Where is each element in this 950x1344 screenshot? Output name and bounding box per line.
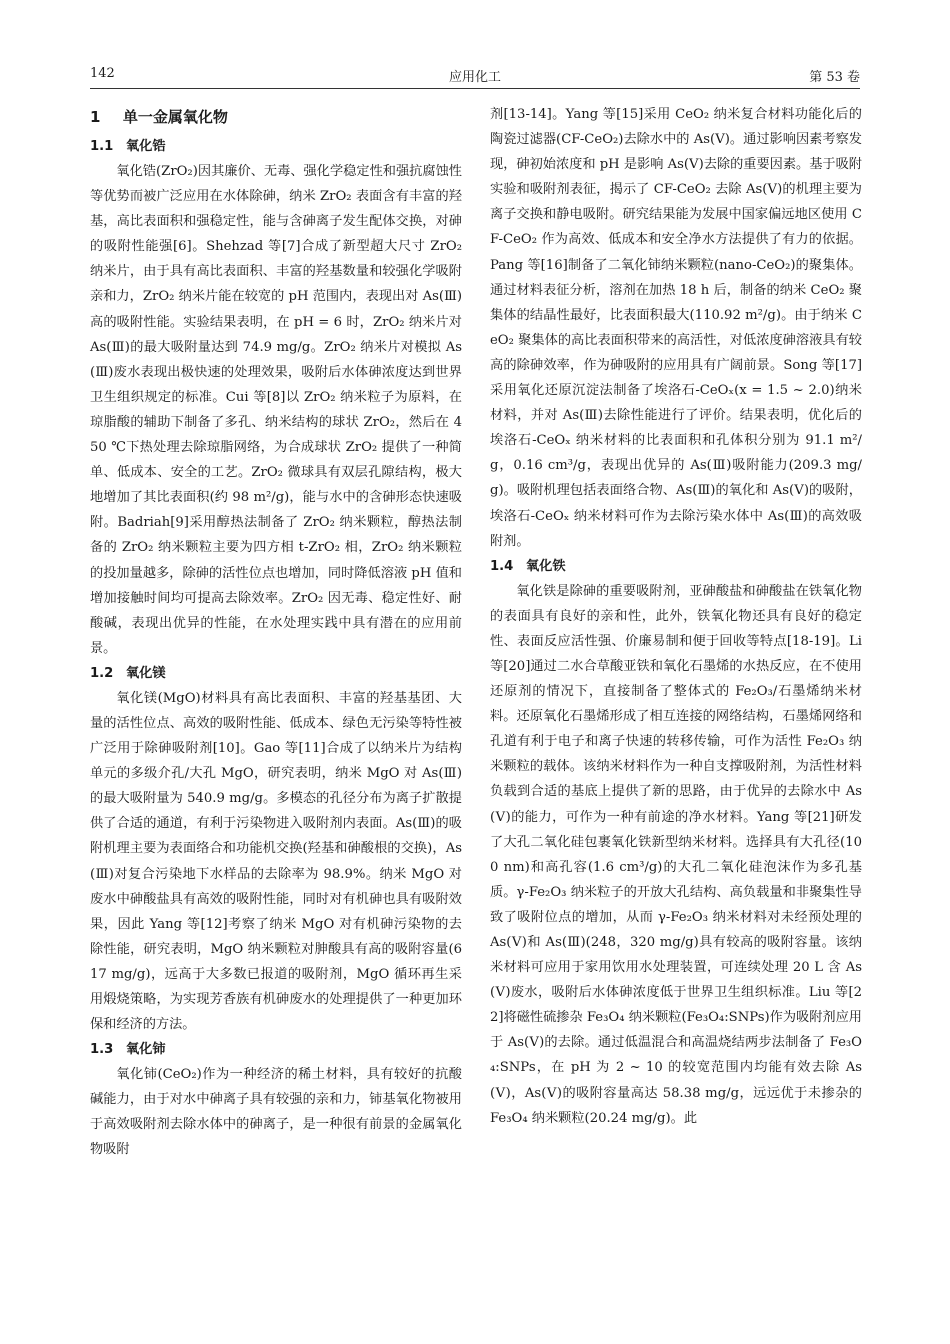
volume-label: 第 53 卷	[809, 70, 860, 85]
subsection-title: 氧化铁	[526, 558, 566, 574]
subsection-title: 氧化镁	[126, 665, 166, 681]
subsection-heading-ceo2	[90, 1037, 462, 1062]
left-column	[90, 102, 462, 1163]
paragraph-iron-oxide: 氧化铁是除砷的重要吸附剂，亚砷酸盐和砷酸盐在铁氧化物的表面具有良好的亲和性，此外，铁氧化物还具有良好的稳定性、表面反应活性强、价廉易制和便于回收等特点[18-19]。Li 等[20]通过二水合草酸亚铁和氧化石墨烯的水热反应，在不使用还原剂的情况下，直接制备了整体式的 Fe₂O₃/石墨烯纳米材料。还原氧化石墨烯形成了相互连接的网络结构，石墨烯网络和孔道有利于电子和离子快速的转移传输，可作为活性 Fe₂O₃ 纳米颗粒的载体。该纳米材料作为一种自支撑吸附剂，为活性材料负载到合适的基底上提供了新的思路，由于优异的去除水中 As(Ⅴ)的能力，可作为一种有前途的净水材料。Yang 等[21]研发了大孔二氧化硅包裹氧化铁新型纳米材料。选择具有大孔径(100 nm)和高孔容(1.6 cm³/g)的大孔二氧化硅泡沫作为多孔基质。γ-Fe₂O₃ 纳米粒子的开放大孔结构、高负载量和非聚集性导致了吸附位点的增加，从而 γ-Fe₂O₃ 纳米材料对未经预处理的 As(Ⅴ)和 As(Ⅲ)(248，320 mg/g)具有较高的吸附容量。该纳米材料可应用于家用饮用水处理装置，可连续处理 20 L 含 As(Ⅴ)废水，吸附后水体砷浓度低于世界卫生组织标准。Liu 等[22]将磁性硫掺杂 Fe₃O₄ 纳米颗粒(Fe₃O₄:SNPs)作为吸附剂应用于 As(Ⅴ)的去除。通过低温混合和高温烧结两步法制备了 Fe₃O₄:SNPs，在 pH 为 2 ~ 10 的较宽范围内均能有效去除 As(Ⅴ)，As(Ⅴ)的吸附容量高达 58.38 mg/g，远远优于未掺杂的 Fe₃O₄ 纳米颗粒(20.24 mg/g)。此	[490, 583, 862, 1126]
paragraph-ceo2: 氧化铈(CeO₂)作为一种经济的稀土材料，具有较好的抗酸碱能力，由于对水中砷离子具有较强的亲和力，铈基氧化物被用于高效吸附剂去除水体中的砷离子，是一种很有前景的金属氧化物吸附	[90, 1067, 462, 1158]
section-title: 单一金属氧化物	[122, 108, 228, 126]
subsection-number: 1.4	[490, 558, 514, 574]
paragraph-ceo2-continued: 剂[13-14]。Yang 等[15]采用 CeO₂ 纳米复合材料功能化后的陶瓷过滤器(CF-CeO₂)去除水中的 As(Ⅴ)。通过影响因素考察发现，砷初始浓度和 pH 是影响 As(Ⅴ)去除的重要因素。基于吸附实验和吸附剂表征，揭示了 CF-CeO₂ 去除 As(Ⅴ)的机理主要为离子交换和静电吸附。研究结果能为发展中国家偏远地区使用 CF-CeO₂ 作为高效、低成本和安全净水方法提供了有力的依据。Pang 等[16]制备了二氧化铈纳米颗粒(nano-CeO₂)的聚集体。通过材料表征分析，溶剂在加热 18 h 后，制备的纳米 CeO₂ 聚集体的结晶性最好，比表面积最大(110.92 m²/g)。由于纳米 CeO₂ 聚集体的高比表面积带来的高活性，对低浓度砷溶液具有较高的除砷效率，作为砷吸附的应用具有广阔前景。Song 等[17]采用氧化还原沉淀法制备了埃洛石-CeOₓ(x = 1.5 ~ 2.0)纳米材料，并对 As(Ⅲ)去除性能进行了评价。结果表明，优化后的埃洛石-CeOₓ 纳米材料的比表面积和孔体积分别为 91.1 m²/g，0.16 cm³/g，表现出优异的 As(Ⅲ)吸附能力(209.3 mg/g)。吸附机理包括表面络合物、As(Ⅲ)的氧化和 As(Ⅴ)的吸附，埃洛石-CeOₓ 纳米材料可作为去除污染水体中 As(Ⅲ)的高效吸附剂。	[490, 107, 862, 549]
subsection-heading-zro2	[90, 134, 462, 159]
running-header	[90, 62, 860, 89]
section-number: 1	[90, 108, 101, 126]
subsection-heading-iron-oxide	[490, 554, 862, 579]
subsection-title: 氧化铈	[126, 1042, 166, 1058]
subsection-number: 1.3	[90, 1042, 114, 1058]
subsection-heading-mgo	[90, 661, 462, 686]
subsection-title: 氧化锆	[126, 139, 166, 154]
right-column	[490, 102, 862, 1131]
subsection-number: 1.2	[90, 665, 114, 681]
paragraph-mgo: 氧化镁(MgO)材料具有高比表面积、丰富的羟基基团、大量的活性位点、高效的吸附性能、低成本、绿色无污染等特性被广泛用于除砷吸附剂[10]。Gao 等[11]合成了以纳米片为结构单元的多级介孔/大孔 MgO，研究表明，纳米 MgO 对 As(Ⅲ)的最大吸附量为 540.9 mg/g。多模态的孔径分布为离子扩散提供了合适的通道，有利于污染物进入吸附剂内表面。As(Ⅲ)的吸附机理主要为表面络合和功能机交换(羟基和砷酸根的交换)，As(Ⅲ)对复合污染地下水样品的去除率为 98.9%。纳米 MgO 对废水中砷酸盐具有高效的吸附性能，同时对有机砷也具有吸附效果，因此 Yang 等[12]考察了纳米 MgO 对有机砷污染物的去除性能，研究表明，MgO 纳米颗粒对胂酸具有高的吸附容量(617 mg/g)，远高于大多数已报道的吸附剂，MgO 循环再生采用煅烧策略，为实现芳香族有机砷废水的处理提供了一种更加环保和经济的方法。	[90, 690, 462, 1033]
section-heading	[90, 104, 462, 130]
subsection-number: 1.1	[90, 139, 114, 154]
page-number: 142	[90, 66, 115, 81]
paragraph-zro2: 氧化锆(ZrO₂)因其廉价、无毒、强化学稳定性和强抗腐蚀性等优势而被广泛应用在水体除砷，纳米 ZrO₂ 表面含有丰富的羟基，高比表面积和强稳定性，能与含砷离子发生配体交换，对砷的吸附性能强[6]。Shehzad 等[7]合成了新型超大尺寸 ZrO₂ 纳米片，由于具有高比表面积、丰富的羟基数量和较强化学吸附亲和力，ZrO₂ 纳米片能在较宽的 pH 范围内，表现出对 As(Ⅲ)高的吸附性能。实验结果表明，在 pH = 6 时，ZrO₂ 纳米片对 As(Ⅲ)的最大吸附量达到 74.9 mg/g。ZrO₂ 纳米片对模拟 As(Ⅲ)废水表现出极快速的处理效果，吸附后水体砷浓度达到世界卫生组织规定的标准。Cui 等[8]以 ZrO₂ 纳米粒子为原料，在琼脂酸的辅助下制备了多孔、纳米结构的球状 ZrO₂，然后在 450 ℃下热处理去除琼脂网络，为合成球状 ZrO₂ 提供了一种简单、低成本、安全的工艺。ZrO₂ 微球具有双层孔隙结构，极大地增加了其比表面积(约 98 m²/g)，能与水中的含砷形态快速吸附。Badriah[9]采用醇热法制备了 ZrO₂ 纳米颗粒，醇热法制备的 ZrO₂ 纳米颗粒主要为四方相 t-ZrO₂ 相，ZrO₂ 纳米颗粒的投加量越多，除砷的活性位点也增加，同时降低溶液 pH 值和增加接触时间均可提高去除效率。ZrO₂ 因无毒、稳定性好、耐酸碱，表现出优异的性能，在水处理实践中具有潜在的应用前景。	[90, 164, 462, 656]
journal-name: 应用化工	[448, 70, 501, 85]
